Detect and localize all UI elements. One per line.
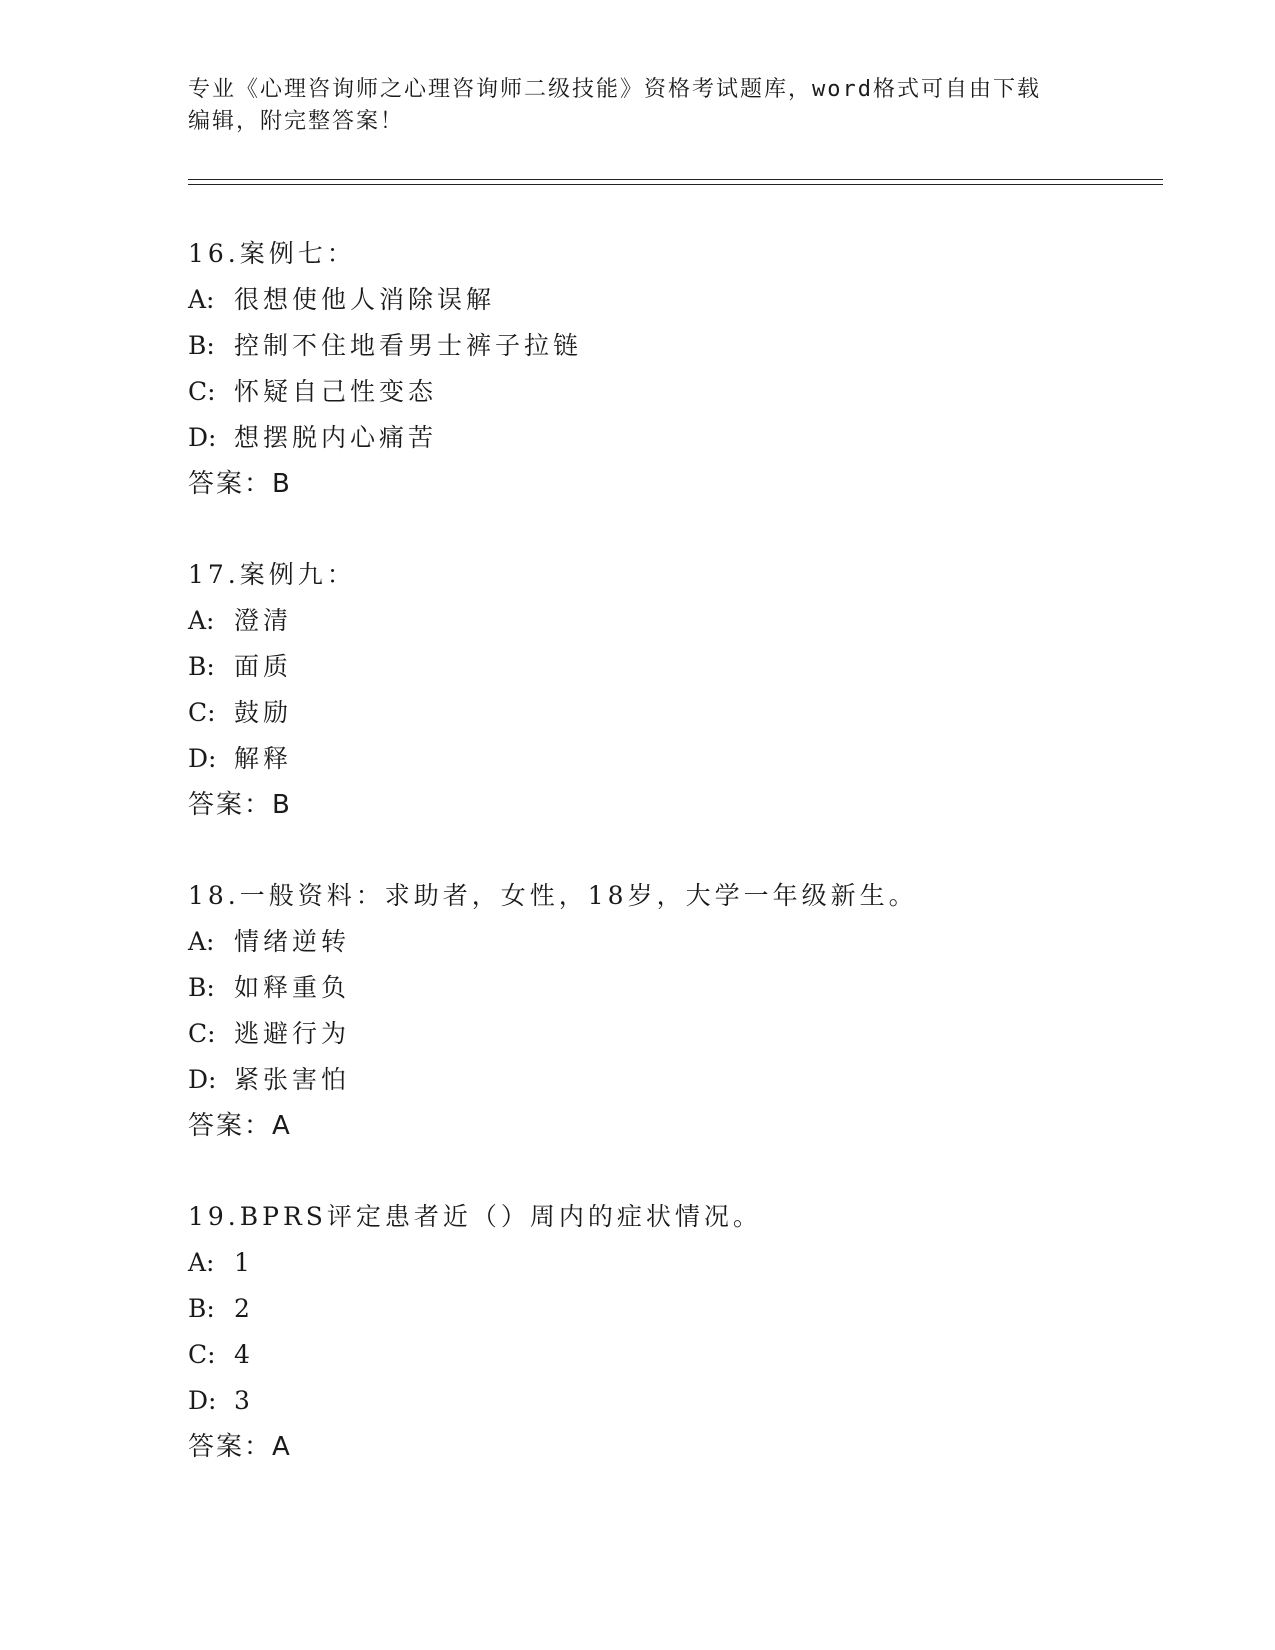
question-block	[188, 1194, 1168, 1470]
header-divider-bottom	[188, 184, 1163, 185]
answer-line: 答案：A	[188, 1432, 292, 1462]
option-text: 紧张害怕	[234, 1065, 351, 1094]
option-label: C:	[188, 1340, 216, 1369]
question-block	[188, 231, 1168, 507]
option-c	[188, 1011, 1168, 1057]
question-stem: 19.BPRS评定患者近（）周内的症状情况。	[188, 1202, 762, 1231]
option-text: 4	[234, 1340, 254, 1369]
option-label: B:	[188, 331, 215, 360]
answer-line: 答案：B	[188, 469, 292, 499]
option-label: B:	[188, 652, 215, 681]
header-divider-top	[188, 179, 1163, 180]
option-d	[188, 415, 1168, 461]
option-label: D:	[188, 1386, 217, 1415]
option-label: B:	[188, 973, 215, 1002]
option-b	[188, 323, 1168, 369]
answer-line: 答案：B	[188, 790, 292, 820]
option-c	[188, 690, 1168, 736]
option-a	[188, 1240, 1168, 1286]
option-label: A:	[188, 285, 215, 314]
option-text: 怀疑自己性变态	[234, 377, 438, 406]
option-c	[188, 369, 1168, 415]
option-a	[188, 919, 1168, 965]
option-text: 很想使他人消除误解	[234, 285, 496, 314]
option-c	[188, 1332, 1168, 1378]
question-block	[188, 873, 1168, 1149]
option-d	[188, 1378, 1168, 1424]
option-text: 鼓励	[234, 698, 293, 727]
option-text: 3	[234, 1386, 254, 1415]
option-text: 2	[234, 1294, 254, 1323]
option-label: B:	[188, 1294, 215, 1323]
answer-line: 答案：A	[188, 1111, 292, 1141]
header-line-1: 专业《心理咨询师之心理咨询师二级技能》资格考试题库，word格式可自由下载	[188, 77, 1041, 102]
option-d	[188, 736, 1168, 782]
option-text: 逃避行为	[234, 1019, 351, 1048]
option-label: C:	[188, 377, 216, 406]
option-label: D:	[188, 744, 217, 773]
question-stem: 18.一般资料：求助者，女性，18岁，大学一年级新生。	[188, 881, 918, 910]
option-a	[188, 598, 1168, 644]
option-text: 控制不住地看男士裤子拉链	[234, 331, 583, 360]
option-text: 1	[234, 1248, 254, 1277]
option-a	[188, 277, 1168, 323]
question-stem: 17.案例九：	[188, 560, 356, 589]
option-label: C:	[188, 698, 216, 727]
option-text: 面质	[234, 652, 293, 681]
option-b	[188, 1286, 1168, 1332]
option-label: C:	[188, 1019, 216, 1048]
option-text: 如释重负	[234, 973, 351, 1002]
question-block	[188, 552, 1168, 828]
option-text: 想摆脱内心痛苦	[234, 423, 438, 452]
option-b	[188, 644, 1168, 690]
document-header	[188, 74, 1088, 138]
option-label: A:	[188, 927, 215, 956]
option-text: 解释	[234, 744, 293, 773]
header-line-2: 编辑，附完整答案！	[188, 109, 405, 134]
option-b	[188, 965, 1168, 1011]
option-label: A:	[188, 606, 215, 635]
question-stem: 16.案例七：	[188, 239, 356, 268]
option-label: A:	[188, 1248, 215, 1277]
option-text: 澄清	[234, 606, 293, 635]
option-label: D:	[188, 423, 217, 452]
option-text: 情绪逆转	[234, 927, 351, 956]
option-label: D:	[188, 1065, 217, 1094]
option-d	[188, 1057, 1168, 1103]
